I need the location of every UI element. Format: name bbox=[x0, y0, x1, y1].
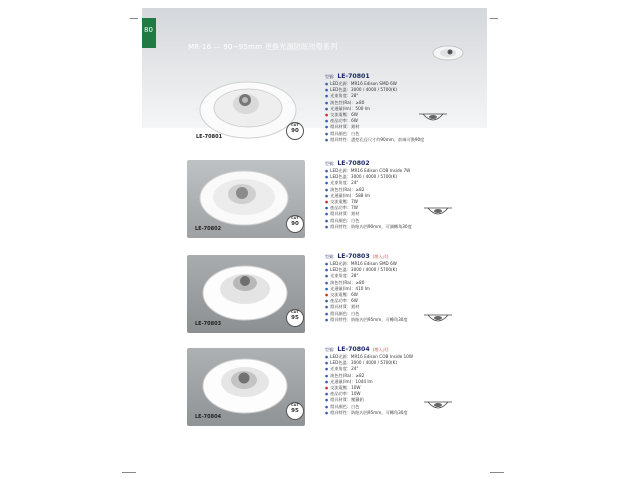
spec-item: ● 交流電壓：10W bbox=[325, 385, 413, 391]
cut-size-badge bbox=[286, 402, 304, 420]
product-code-label: LE-70804 bbox=[195, 414, 222, 420]
model-heading bbox=[325, 73, 424, 80]
spec-item: ● 演色性(Ra)：≥82 bbox=[325, 187, 412, 193]
spec-item: ● 產品功率：7W bbox=[325, 205, 412, 211]
badge-label: CUT bbox=[291, 310, 299, 314]
page-number-tab bbox=[142, 18, 156, 48]
product-code-label: LE-70802 bbox=[195, 226, 222, 232]
spec-item: ● 產品功率：6W bbox=[325, 298, 408, 304]
spec-item: ● 產品功率：6W bbox=[325, 118, 424, 124]
spec-item: ● 光通量(lm)：588 lm bbox=[325, 193, 412, 199]
spec-item: ● 燈具特性：防眩內凹95mm，可轉角30度 bbox=[325, 317, 408, 323]
badge-label: CUT bbox=[291, 216, 299, 220]
spec-item: ● LED色溫：3000 / 4000 / 5700(K) bbox=[325, 174, 412, 180]
spec-item: ● 燈具顏色：白色 bbox=[325, 218, 412, 224]
product-code-label: LE-70803 bbox=[195, 321, 222, 327]
spec-item: ● 燈具特性：盡挖孔徑尺寸約90mm，前端可換90度 bbox=[325, 137, 424, 143]
spec-item: ● 交流電壓：6W bbox=[325, 292, 408, 298]
spec-item: ● 光束角度：28° bbox=[325, 93, 424, 99]
spec-item: ● LED色溫：3000 / 4000 / 5700(K) bbox=[325, 360, 413, 366]
dimension-diagram bbox=[420, 198, 456, 222]
model-number: LE-70802 bbox=[337, 160, 370, 167]
spec-item: ● 燈具材質：鋁材 bbox=[325, 211, 412, 217]
spec-item: ● 光束角度：28° bbox=[325, 273, 408, 279]
spec-item: ● 演色性(Ra)：≥80 bbox=[325, 280, 408, 286]
spec-item: ● 演色性(Ra)：≥82 bbox=[325, 373, 413, 379]
spec-item: ● 燈具材質：鋁材 bbox=[325, 304, 408, 310]
product-photo-1-label bbox=[196, 128, 256, 140]
spec-item: ● 光通量(lm)：410 lm bbox=[325, 286, 408, 292]
spec-item: ● LED色溫：3000 / 4000 / 5700(K) bbox=[325, 87, 424, 93]
model-heading bbox=[325, 160, 412, 167]
model-note: (埋入式) bbox=[372, 347, 389, 352]
model-tag: 型號: bbox=[325, 74, 335, 79]
spec-item: ● 光通量(lm)：1044 lm bbox=[325, 379, 413, 385]
spec-list bbox=[325, 168, 412, 230]
spec-block-1 bbox=[325, 73, 424, 143]
spec-item: ● 光束角度：24° bbox=[325, 366, 413, 372]
spec-item: ● 光通量(lm)：500 lm bbox=[325, 106, 424, 112]
model-heading bbox=[325, 253, 408, 260]
model-tag: 型號: bbox=[325, 347, 335, 352]
badge-label: CUT bbox=[291, 403, 299, 407]
cut-size-badge bbox=[286, 215, 304, 233]
model-tag: 型號: bbox=[325, 161, 335, 166]
spec-item: ● LED光源：MR16 Edison COB Inside 10W bbox=[325, 354, 413, 360]
model-tag: 型號: bbox=[325, 254, 335, 259]
badge-value: 90 bbox=[291, 128, 299, 134]
spec-item: ● 光束角度：24° bbox=[325, 180, 412, 186]
model-heading bbox=[325, 346, 413, 353]
model-note: (埋入式) bbox=[372, 254, 389, 259]
crop-mark bbox=[490, 18, 498, 19]
spec-item: ● 交流電壓：6W bbox=[325, 112, 424, 118]
model-number: LE-70803 bbox=[337, 253, 370, 260]
spec-item: ● 交流電壓：7W bbox=[325, 199, 412, 205]
dimension-diagram bbox=[420, 392, 456, 416]
spec-item: ● 燈具材質：壓鑄鋁 bbox=[325, 397, 413, 403]
spec-item: ● 燈具材質：鋁材 bbox=[325, 124, 424, 130]
spec-item: ● LED色溫：3000 / 4000 / 5700(K) bbox=[325, 267, 408, 273]
spec-item: ● 燈具顏色：白色 bbox=[325, 131, 424, 137]
page-number: 80 bbox=[144, 26, 153, 34]
spec-list bbox=[325, 81, 424, 143]
product-code-label: LE-70801 bbox=[196, 134, 223, 140]
spec-block-4 bbox=[325, 346, 413, 416]
spec-item: ● 燈具顏色：白色 bbox=[325, 311, 408, 317]
spec-block-2 bbox=[325, 160, 412, 230]
model-number: LE-70801 bbox=[337, 73, 370, 80]
page-title: MR-16 — 90~95mm 更換光源防眩崁燈系列 bbox=[188, 42, 338, 51]
dimension-diagram bbox=[420, 305, 456, 329]
badge-value: 95 bbox=[291, 315, 299, 321]
spec-item: ● LED光源：MR16 Edison SMD 6W bbox=[325, 81, 424, 87]
ceiling-light-image bbox=[428, 42, 468, 66]
badge-value: 90 bbox=[291, 221, 299, 227]
spec-item: ● 燈具顏色：白色 bbox=[325, 404, 413, 410]
spec-item: ● 演色性(Ra)：≥80 bbox=[325, 100, 424, 106]
badge-value: 95 bbox=[291, 408, 299, 414]
cut-size-badge bbox=[286, 309, 304, 327]
spec-item: ● LED光源：MR16 Edison SMD 6W bbox=[325, 261, 408, 267]
cut-size-badge bbox=[286, 122, 304, 140]
spec-item: ● 燈具特性：防眩內凹90mm，可調轉角30度 bbox=[325, 224, 412, 230]
crop-mark bbox=[490, 472, 504, 473]
spec-block-3 bbox=[325, 253, 408, 323]
spec-list bbox=[325, 261, 408, 323]
spec-item: ● LED光源：MR16 Edison COB Inside 7W bbox=[325, 168, 412, 174]
crop-mark bbox=[130, 18, 138, 19]
dimension-diagram bbox=[415, 104, 451, 128]
spec-item: ● 燈具特性：防眩內凹95mm，可轉角30度 bbox=[325, 410, 413, 416]
spec-list bbox=[325, 354, 413, 416]
spec-item: ● 產品功率：10W bbox=[325, 391, 413, 397]
model-number: LE-70804 bbox=[337, 346, 370, 353]
crop-mark bbox=[122, 472, 136, 473]
badge-label: CUT bbox=[291, 123, 299, 127]
